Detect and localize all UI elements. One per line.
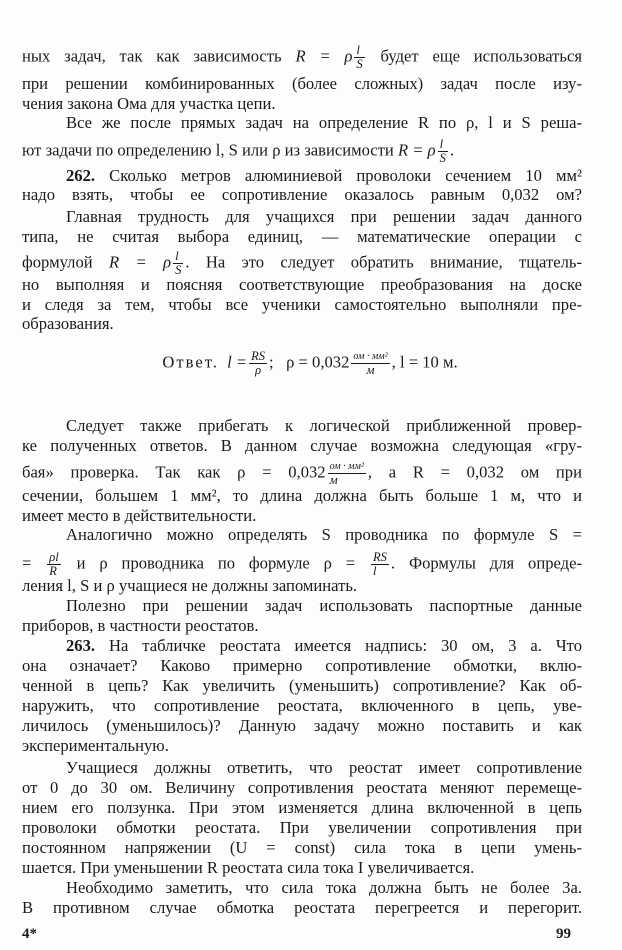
text-line: наружить, что сопротивление реостата, включенного в цепь, уве- bbox=[22, 696, 582, 715]
text-line: формулой R = ρ $\frac{l}{S}$ . На это следует обратить внимание, тщатель- bbox=[22, 249, 582, 277]
text-line: она означает? Каково примерно сопротивление обмотки, вклю- bbox=[22, 656, 582, 675]
text-line: от 0 до 30 ом. Величину сопротивления реостата меняют перемеще- bbox=[22, 778, 582, 797]
problem-262: 262. Сколько метров алюминиевой проволоки сечением 10 мм² bbox=[66, 166, 582, 185]
fraction: $\frac{RS}{l}$ bbox=[373, 550, 387, 578]
fraction: $\frac{\text{ом · мм²}}{м}$ bbox=[329, 461, 364, 487]
text-line: В противном случае обмотка реостата перегреется и перегорит. bbox=[22, 898, 582, 917]
text-line: нием его ползунка. При этом изменяется длина включенной в цепь bbox=[22, 798, 582, 817]
text-line: и следя за тем, чтобы все ученики самостоятельно выполняли пре- bbox=[22, 295, 582, 314]
page-number: 99 bbox=[556, 926, 571, 942]
text-line: личилось (уменьшилось)? Данную задачу можно поставить и как bbox=[22, 716, 582, 735]
text-line: ления l, S и ρ учащиеся не должны запоминать. bbox=[22, 576, 358, 595]
text-line: ченной в цепь? Как увеличить (уменьшить) сопротивление? Как об- bbox=[22, 676, 582, 695]
text-line: приборов, в частности реостатов. bbox=[22, 616, 259, 635]
problem-263: 263. На табличке реостата имеется надпись: 30 ом, 3 а. Что bbox=[66, 636, 582, 655]
text-line: типа, не считая выбора единиц, — математические операции с bbox=[22, 227, 582, 246]
text-line: образования. bbox=[22, 314, 114, 333]
text-line: проволоки обмотки реостата. При увеличении сопротивления при bbox=[22, 818, 582, 837]
text-line: имеет место в действительности. bbox=[22, 506, 257, 525]
text-line: Аналогично можно определять S проводника по формуле S = bbox=[66, 525, 582, 544]
text-line: Полезно при решении задач использовать паспортные данные bbox=[66, 596, 582, 615]
text-line: но выполняя и поясняя соответствующие преобразования на доске bbox=[22, 275, 582, 294]
text-line: сечении, большем 1 мм², то длина должна быть больше 1 м, что и bbox=[22, 486, 582, 505]
fraction: $\frac{l}{S}$ bbox=[175, 249, 182, 277]
fraction: $\frac{\rho l}{R}$ bbox=[49, 550, 59, 578]
text-line: шается. При уменьшении R реостата сила тока I увеличивается. bbox=[22, 858, 475, 877]
text-line: Главная трудность для учащихся при решении задач данного bbox=[66, 207, 582, 226]
text-line: Следует также прибегать к логической приближенной провер- bbox=[66, 416, 582, 435]
text-line: ных задач, так как зависимость R = ρ $\frac{l}{S}$ будет еще использоваться bbox=[22, 43, 582, 71]
text-line: Все же после прямых задач на определение R по ρ, l и S реша- bbox=[66, 113, 582, 132]
fraction: $\frac{RS}{\rho}$ bbox=[251, 349, 266, 377]
text-line: при решении комбинированных (более сложных) задач после изу- bbox=[22, 74, 582, 93]
text-line: Необходимо заметить, что сила тока должна быть не более 3а. bbox=[66, 878, 582, 897]
fraction: $\frac{\text{ом · мм²}}{м}$ bbox=[353, 351, 388, 377]
text-line: постоянном напряжении (U = const) сила тока в цепи умень- bbox=[22, 838, 582, 857]
fraction: $\frac{l}{S}$ bbox=[439, 137, 446, 165]
text-line: ют задачи по определению l, S или ρ из зависимости R = ρ $\frac{l}{S}$ . bbox=[22, 137, 454, 165]
text-line: = $\frac{\rho l}{R}$ и ρ проводника по формуле ρ = $\frac{RS}{l}$ . Формулы для опреде- bbox=[22, 550, 582, 578]
fraction: $\frac{l}{S}$ bbox=[356, 43, 363, 71]
text-line: надо взять, чтобы ее сопротивление оказалось равным 0,032 ом? bbox=[22, 185, 582, 204]
text-line: бая» проверка. Так как ρ = 0,032 $\frac{\text{ом · мм²}}{м}$ , а R = 0,032 ом при bbox=[22, 461, 582, 487]
text-line: экспериментальную. bbox=[22, 736, 169, 755]
signature-mark: 4* bbox=[22, 926, 37, 942]
text-line: чения закона Ома для участка цепи. bbox=[22, 94, 276, 113]
text-line: ке полученных ответов. В данном случае возможна следующая «гру- bbox=[22, 436, 582, 455]
text-line: Учащиеся должны ответить, что реостат имеет сопротивление bbox=[66, 758, 582, 777]
answer-line: Ответ. l = $\frac{RS}{\rho}$ ; ρ = 0,032 $\frac{\text{ом · мм²}}{м}$ , l = 10 м. bbox=[162, 349, 458, 377]
